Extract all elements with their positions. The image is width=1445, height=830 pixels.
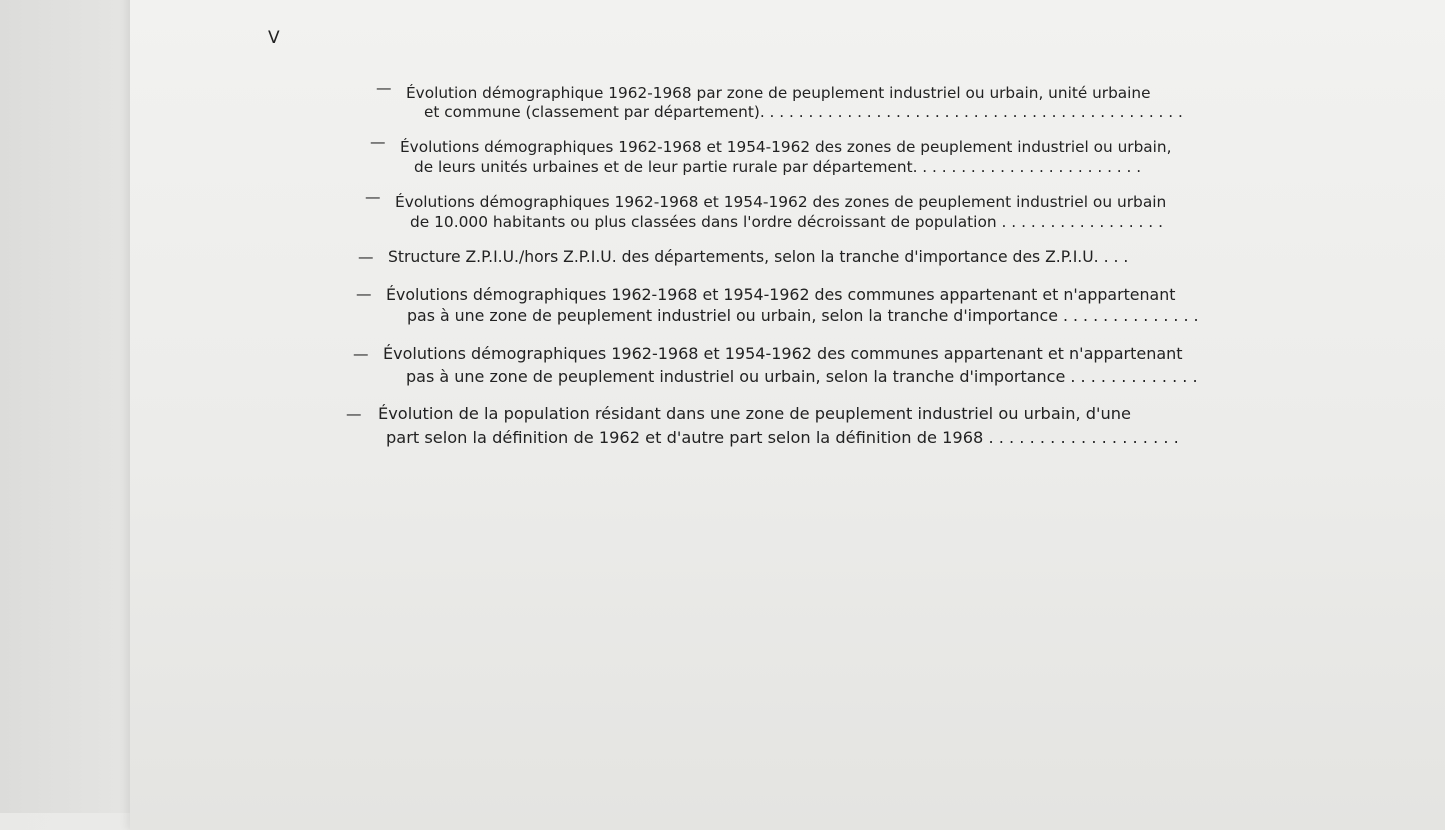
entry-title-line-1: Évolution démographique 1962-1968 par zone de peuplement industriel ou urbain, unité urbaine [406,84,1151,102]
entry-title-line-1: Évolutions démographiques 1962-1968 et 1954-1962 des communes appartenant et n'appartenant [383,344,1183,363]
entry-dash: — [358,248,374,266]
entry-dash: — [353,345,369,363]
entry-title-line-1: Évolutions démographiques 1962-1968 et 1954-1962 des zones de peuplement industriel ou urbain [395,193,1167,211]
entry-title-line-1: Évolutions démographiques 1962-1968 et 1954-1962 des communes appartenant et n'appartenant [386,285,1176,304]
entry-title-line-1: Évolution de la population résidant dans une zone de peuplement industriel ou urbain, d'une [378,404,1131,423]
entry-title-line-2: et commune (classement par département). . . . . . . . . . . . . . . . . . . . . . . . . . . . . . . . . . . . . . . . . . . . [424,103,1183,121]
entry-dash: — [365,188,381,206]
entry-dash: — [370,133,386,151]
entry-title-line-1: Évolutions démographiques 1962-1968 et 1954-1962 des zones de peuplement industriel ou urbain, [400,138,1172,156]
entry-title-line-2: pas à une zone de peuplement industriel ou urbain, selon la tranche d'importance . . . . . . . . . . . . . . [407,306,1199,325]
entry-title-line-2: de leurs unités urbaines et de leur partie rurale par département. . . . . . . . . . . . . . . . . . . . . . . . [414,158,1142,176]
entry-dash: — [346,405,362,423]
page-number: V [268,28,281,48]
entry-dash: — [376,79,392,97]
entry-title-line-2: pas à une zone de peuplement industriel ou urbain, selon la tranche d'importance . . . . . . . . . . . . . [406,367,1198,386]
entry-title-line-2: part selon la définition de 1962 et d'autre part selon la définition de 1968 . . . . . . . . . . . . . . . . . . . [386,428,1179,447]
entry-title-line-1: Structure Z.P.I.U./hors Z.P.I.U. des départements, selon la tranche d'importance des Z.P.I.U. . . . [388,248,1129,266]
entry-dash: — [356,285,372,303]
entry-title-line-2: de 10.000 habitants ou plus classées dans l'ordre décroissant de population . . . . . . . . . . . . . . . . . [410,213,1163,231]
